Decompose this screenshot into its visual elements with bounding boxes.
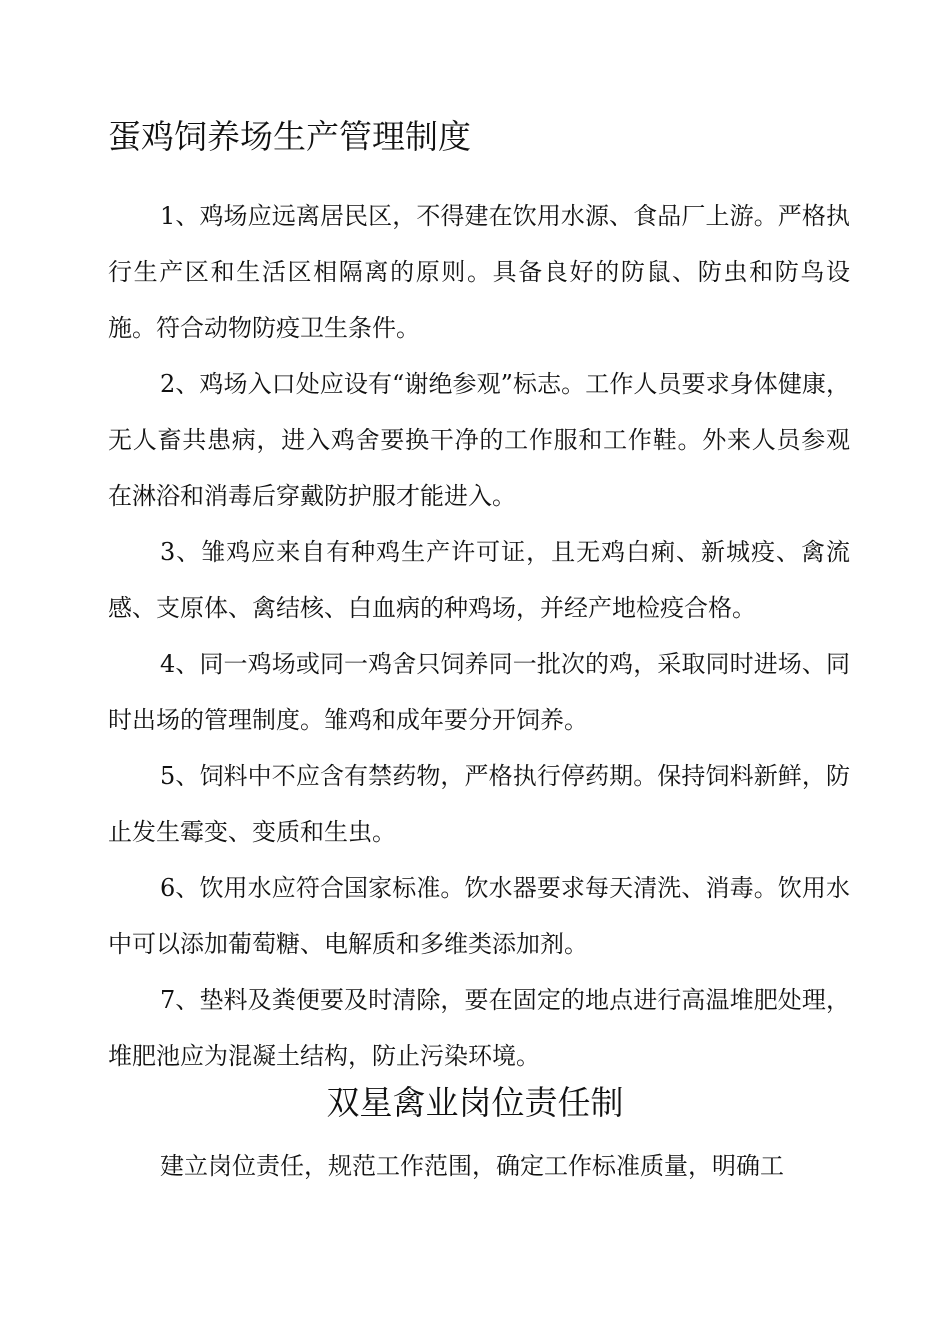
rule-paragraph-4: 4、同一鸡场或同一鸡舍只饲养同一批次的鸡，采取同时进场、同时出场的管理制度。雏鸡和成年要分开饲养。 [108, 650, 850, 734]
section-title: 双星禽业岗位责任制 [326, 1083, 624, 1122]
rule-paragraph-2: 2、鸡场入口处应设有“谢绝参观”标志。工作人员要求身体健康，无人畜共患病，进入鸡舍要换干净的工作服和工作鞋。外来人员参观在淋浴和消毒后穿戴防护服才能进入。 [108, 370, 850, 510]
rule-paragraph-3: 3、雏鸡应来自有种鸡生产许可证，且无鸡白痢、新城疫、禽流感、支原体、禽结核、白血病的种鸡场，并经产地检疫合格。 [108, 538, 850, 622]
rule-paragraph-1: 1、鸡场应远离居民区，不得建在饮用水源、食品厂上游。严格执行生产区和生活区相隔离的原则。具备良好的防鼠、防虫和防鸟设施。符合动物防疫卫生条件。 [108, 202, 850, 342]
document-title: 蛋鸡饲养场生产管理制度 [108, 117, 471, 156]
rule-paragraph-7: 7、垫料及粪便要及时清除，要在固定的地点进行高温堆肥处理，堆肥池应为混凝土结构，防止污染环境。 [108, 986, 850, 1070]
section-paragraph: 建立岗位责任，规范工作范围，确定工作标准质量，明确工 [160, 1152, 784, 1180]
rule-paragraph-5: 5、饲料中不应含有禁药物，严格执行停药期。保持饲料新鲜，防止发生霉变、变质和生虫。 [108, 762, 850, 846]
rule-paragraph-6: 6、饮用水应符合国家标准。饮水器要求每天清洗、消毒。饮用水中可以添加葡萄糖、电解质和多维类添加剂。 [108, 874, 850, 958]
